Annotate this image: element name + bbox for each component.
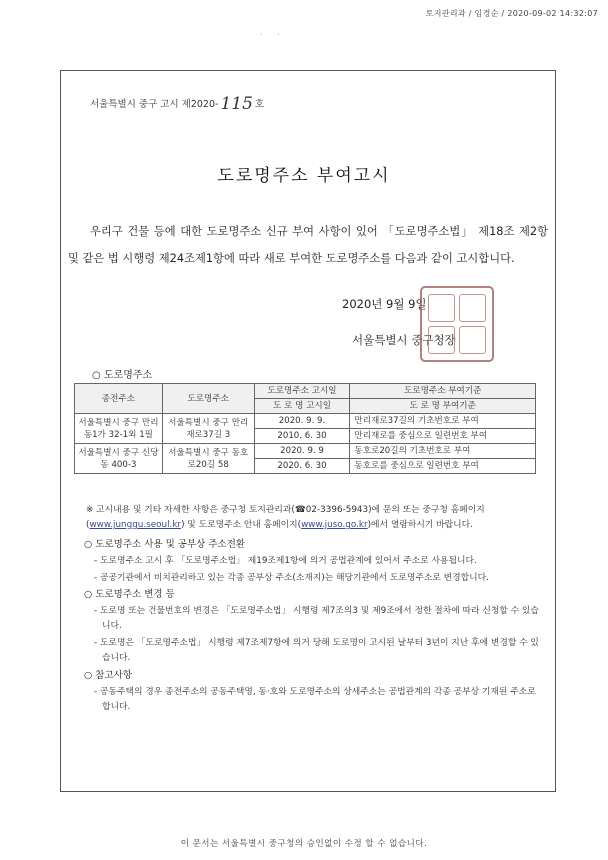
address-table	[74, 383, 536, 474]
section-item: - 공동주택의 경우 종전주소의 공동주택명, 동·호와 도로명주소의 상세주소는 공법관계의 각종 공부상 기재된 주소로 합니다.	[94, 687, 536, 712]
notice-number	[90, 92, 264, 112]
inquiry-note	[86, 503, 536, 533]
cell-jibun: 서울특별시 중구 만리동1가 32-1외 1필	[75, 414, 163, 444]
cell-notice-date: 2020. 9. 9.	[254, 414, 350, 429]
cell-jibun: 서울특별시 중구 신당동 400-3	[75, 444, 163, 474]
cell-road-basis: 동호로를 중심으로 일련번호 부여	[350, 459, 536, 474]
notice-handwritten-number: 115	[220, 94, 253, 114]
section-address-change	[84, 587, 544, 666]
note-text-a: ※ 고시내용 및 기타 자세한 사항은 중구청 토지관리과(☎02-3396-5943)에 문의 또는 중구청 홈페이지(	[86, 505, 485, 530]
note-text-c: )에서 열람하시기 바랍니다.	[367, 520, 473, 530]
issuer-name: 서울특별시 중구청장	[352, 333, 456, 347]
document-footer: 이 문서는 서울특별시 중구청의 승인없이 수정 할 수 없습니다.	[180, 839, 428, 849]
table-header-row	[75, 384, 536, 399]
juso-homepage-link[interactable]: www.juso.go.kr	[301, 520, 368, 530]
cell-road-basis: 만리재로를 중심으로 일련번호 부여	[350, 429, 536, 444]
cell-road: 서울특별시 중구 만리재로37길 3	[162, 414, 254, 444]
junggu-homepage-link[interactable]: www.junggu.seoul.kr	[89, 520, 182, 530]
cell-basis: 만리재로37길의 기초번호로 부여	[350, 414, 536, 429]
header-notice-date: 도로명주소 고시일	[254, 384, 350, 399]
header-road-basis: 도 로 명 부여기준	[350, 399, 536, 414]
notice-prefix: 서울특별시 중구 고시 제2020-	[90, 99, 219, 110]
section-item: - 도로명 또는 건물번호의 변경은 「도로명주소법」 시행령 제7조의3 및 제9조에서 정한 절차에 따라 신청할 수 있습니다.	[94, 606, 539, 631]
document-print-stamp: 토지관리과 / 임경순 / 2020-09-02 14:32:07	[425, 9, 598, 18]
cell-road: 서울특별시 중구 동호로20길 58	[162, 444, 254, 474]
section-item: - 도로명은 「도로명주소법」 시행령 제7조제7항에 의거 당해 도로명이 고시된 날부터 3년이 지난 후에 변경할 수 있습니다.	[94, 638, 539, 663]
header-jibun: 종전주소	[75, 384, 163, 414]
table-row	[75, 414, 536, 429]
section-heading: ○ 도로명주소 변경 등	[84, 589, 175, 600]
cell-notice-date: 2020. 9. 9	[254, 444, 350, 459]
header-basis: 도로명주소 부여기준	[350, 384, 536, 399]
section-item: - 도로명주소 고시 후 「도로명주소법」 제19조제1항에 의거 공법관계에 있어서 주소로 사용됩니다.	[94, 556, 477, 566]
notice-suffix: 호	[254, 99, 265, 110]
section-item: - 공공기관에서 비치관리하고 있는 각종 공부상 주소(소재지)는 해당기관에서 도로명주소로 변경합니다.	[94, 573, 489, 583]
cell-road-notice-date: 2020. 6. 30	[254, 459, 350, 474]
header-road-notice-date: 도 로 명 고시일	[254, 399, 350, 414]
table-row	[75, 444, 536, 459]
scan-marks: · ·	[260, 30, 286, 39]
notice-date: 2020년 9월 9일	[342, 297, 427, 311]
official-seal-icon	[420, 286, 494, 362]
section-heading: ○ 참고사항	[84, 670, 133, 681]
header-road: 도로명주소	[162, 384, 254, 414]
intro-paragraph: 우리구 건물 등에 대한 도로명주소 신규 부여 사항이 있어 「도로명주소법」 제18조 제2항 및 같은 법 시행령 제24조제1항에 따라 새로 부여한 도로명주소를 다음과 같이 고시합니다.	[68, 225, 548, 265]
road-address-section-label: ○ 도로명주소	[92, 370, 153, 381]
cell-basis: 동호로20길의 기초번호로 부여	[350, 444, 536, 459]
cell-road-notice-date: 2010. 6. 30	[254, 429, 350, 444]
section-reference	[84, 668, 544, 715]
section-heading: ○ 도로명주소 사용 및 공부상 주소전환	[84, 539, 246, 550]
section-address-use	[84, 537, 544, 586]
note-text-b: ) 및 도로명주소 안내 홈페이지(	[181, 520, 302, 530]
document-title: 도로명주소 부여고시	[217, 166, 391, 186]
